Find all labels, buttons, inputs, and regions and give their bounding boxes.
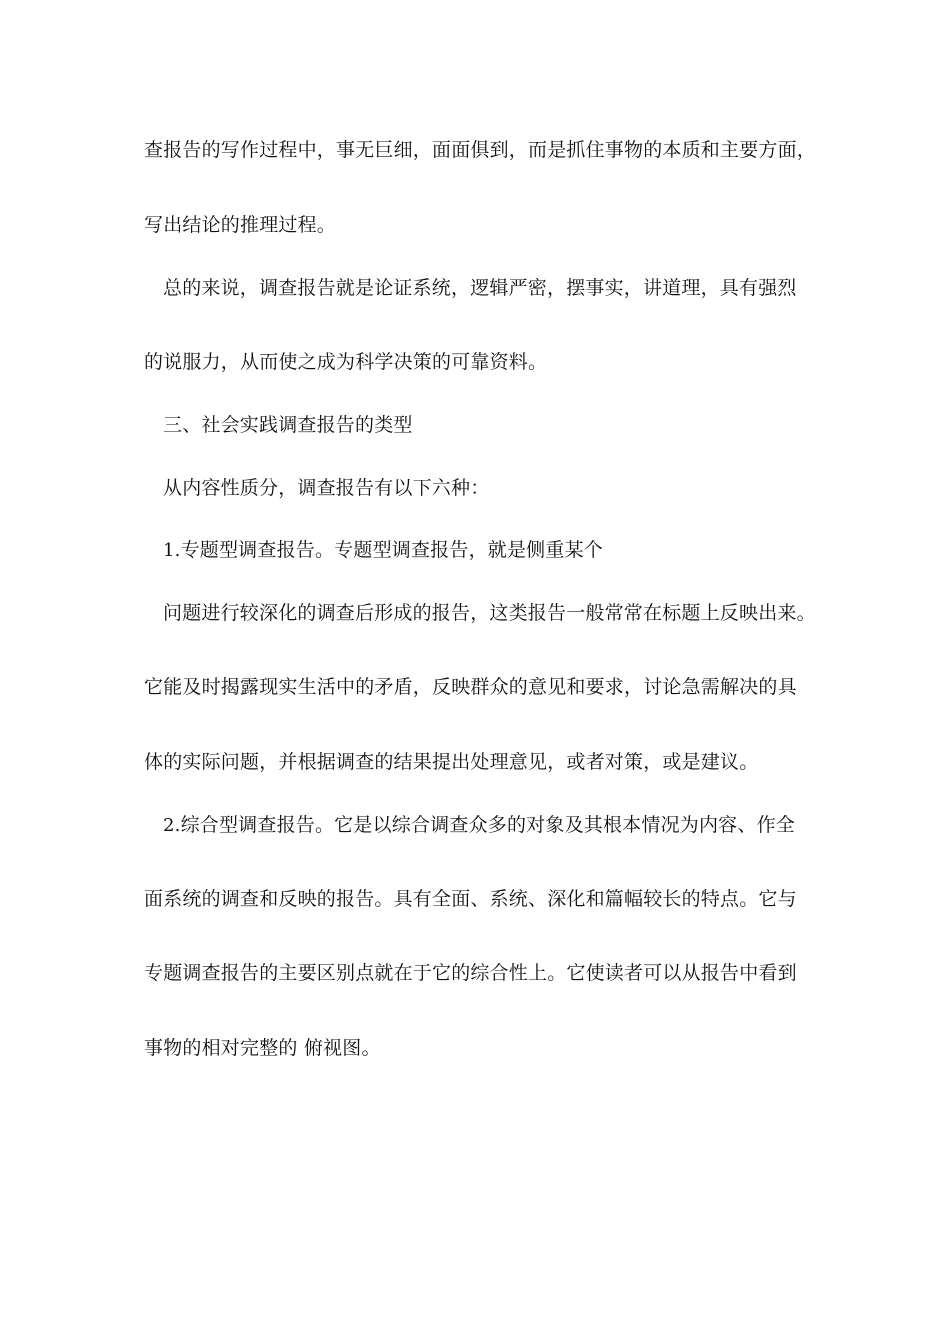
text-line: 从内容性质分，调查报告有以下六种：	[163, 477, 490, 499]
section-heading: 三、社会实践调查报告的类型	[163, 414, 413, 436]
text-line: 它能及时揭露现实生活中的矛盾，反映群众的意见和要求，讨论急需解决的具	[144, 676, 797, 698]
text-line: 专题调查报告的主要区别点就在于它的综合性上。它使读者可以从报告中看到	[144, 962, 797, 984]
text-line: 写出结论的推理过程。	[144, 214, 337, 236]
text-line: 总的来说，调查报告就是论证系统，逻辑严密，摆事实，讲道理，具有强烈	[163, 277, 797, 299]
item-number: 2.	[163, 815, 181, 836]
text-line: 事物的相对完整的 俯视图。	[144, 1037, 381, 1059]
text-line: 体的实际问题，并根据调查的结果提出处理意见，或者对策，或是建议。	[144, 751, 759, 773]
list-item: 2.综合型调查报告。它是以综合调查众多的对象及其根本情况为内容、作全	[163, 814, 795, 836]
item-number: 1.	[163, 540, 181, 561]
text-line: 问题进行较深化的调查后形成的报告，这类报告一般常常在标题上反映出来。	[163, 602, 816, 624]
list-item: 1.专题型调查报告。专题型调查报告，就是侧重某个	[163, 539, 603, 561]
text-line: 查报告的写作过程中，事无巨细，面面俱到，而是抓住事物的本质和主要方面，	[144, 139, 817, 161]
text-line: 的说服力，从而使之成为科学决策的可靠资料。	[144, 351, 548, 373]
text-line: 面系统的调查和反映的报告。具有全面、系统、深化和篇幅较长的特点。它与	[144, 888, 797, 910]
